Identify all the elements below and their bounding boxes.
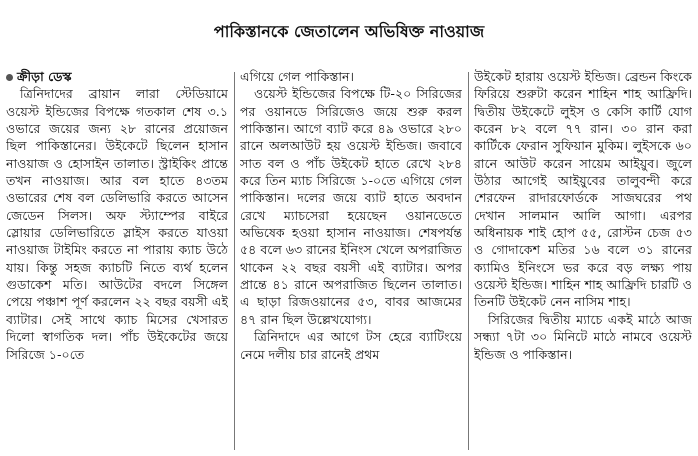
paragraph-continued: উইকেট হারায় ওয়েস্ট ইন্ডিজ। ব্রেন্ডন কিংকে ফিরিয়ে শুরুটা করেন শাহিন শাহ আফ্রিদি। দ্বিতীয় উইকেটে লুইস ও কেসি কার্টি যোগ করেন ৮২ বলে ৭৭ রান। ৩০ রান করা কার্টিকে ফেরান সুফিয়ান মুকিম। লুইসকে ৬০ রানে আউট করেন সায়েম আইয়ুব। জুলে উঠার আগেই আইয়ুবের তালুবন্দী করে শেরফেন রাদারফোর্ডকে সাজঘরের পথ দেখান সালমান আলি আগা। এরপর অধিনায়ক শাই হোপ ৫৫, রোস্টন চেজ ৫৩ ও গোদাকেশ মতির ১৬ বলে ৩১ রানের ক্যামিও ইনিংসে ভর করে বড় লক্ষ্য পায় ওয়েস্ট ইন্ডিজ। শাহিন শাহ আফ্রিদি চারটি ও তিনটি উইকেট নেন নাসিম শাহ।	[474, 69, 692, 310]
column-divider	[468, 72, 469, 450]
byline	[6, 68, 228, 85]
column-2	[240, 68, 462, 452]
paragraph: ওয়েস্ট ইন্ডিজের বিপক্ষে টি-২০ সিরিজের পর ওয়ানডে সিরিজেও জয়ে শুরু করল পাকিস্তান। আগে ব্যাট করে ৪৯ ওভারে ২৮০ রানে অলআউট হয় ওয়েস্ট ইন্ডিজ। জবাবে সাত বল ও পাঁচ উইকেট হাতে রেখে ২৮৪ করে তিন ম্যাচ সিরিজে ১-০তে এগিয়ে গেল পাকিস্তান। দলের জয়ে ব্যাট হাতে অবদান রেখে ম্যাচসেরা হয়েছেন ওয়ানডেতে অভিষেক হওয়া হাসান নাওয়াজ। শেষপর্যন্ত ৫৪ বলে ৬৩ রানের ইনিংস খেলে অপরাজিত থাকেন ২২ বছর বয়সী এই ব্যাটার। অপর প্রান্তে ৪১ রানে অপরাজিত ছিলেন তালাত। এ ছাড়া রিজওয়ানের ৫৩, বাবর আজমের ৪৭ রান ছিল উল্লেখযোগ্য।	[240, 86, 462, 327]
column-3	[474, 68, 692, 452]
paragraph: ত্রিনিদাদে এর আগে টস হেরে ব্যাটিংয়ে নেমে দলীয় চার রানেই প্রথম	[240, 329, 462, 362]
bullet-icon	[6, 74, 13, 81]
paragraph-continued: এগিয়ে গেল পাকিস্তান।	[240, 69, 355, 84]
column-1	[6, 68, 228, 452]
column-divider	[234, 72, 235, 450]
headline: পাকিস্তানকে জেতালেন অভিষিক্ত নাওয়াজ	[213, 22, 485, 41]
byline-text: ক্রীড়া ডেস্ক	[17, 69, 72, 84]
paragraph: ত্রিনিদাদের ব্রায়ান লারা স্টেডিয়ামে ওয়েস্ট ইন্ডিজের বিপক্ষে গতকাল শেষ ৩.১ ওভারে জয়ের জন্য ২৮ রানের প্রয়োজন ছিল পাকিস্তানের। উইকেটে ছিলেন হাসান নাওয়াজ ও হোসাইন তালাত। স্ট্রাইকিং প্রান্তে তখন নাওয়াজ। আর বল হাতে ৪৩তম ওভারের শেষ বল ডেলিভারি করতে আসেন জেডেন সিলস। অফ স্ট্যাম্পের বাইরে স্লোয়ার ডেলিভারিতে স্লাইস করতে যাওয়া নাওয়াজ টাইমিং করতে না পারায় ক্যাচ উঠে যায়। কিন্তু সহজ ক্যাচটি নিতে ব্যর্থ হলেন গুডাকেশ মতি। আউটের বদলে সিঙ্গেল পেয়ে পঞ্চাশ পূর্ণ করলেন ২২ বছর বয়সী এই ব্যাটার। সেই সাথে ক্যাচ মিসের খেসারত দিলো স্বাগতিক দল। পাঁচ উইকেটের জয়ে সিরিজে ১-০তে	[6, 86, 228, 362]
article-body	[6, 68, 694, 452]
paragraph: সিরিজের দ্বিতীয় ম্যাচে একই মাঠে আজ সন্ধ্যা ৭টা ৩০ মিনিটে মাঠে নামবে ওয়েস্ট ইন্ডিজ ও পাকিস্তান।	[474, 311, 692, 362]
